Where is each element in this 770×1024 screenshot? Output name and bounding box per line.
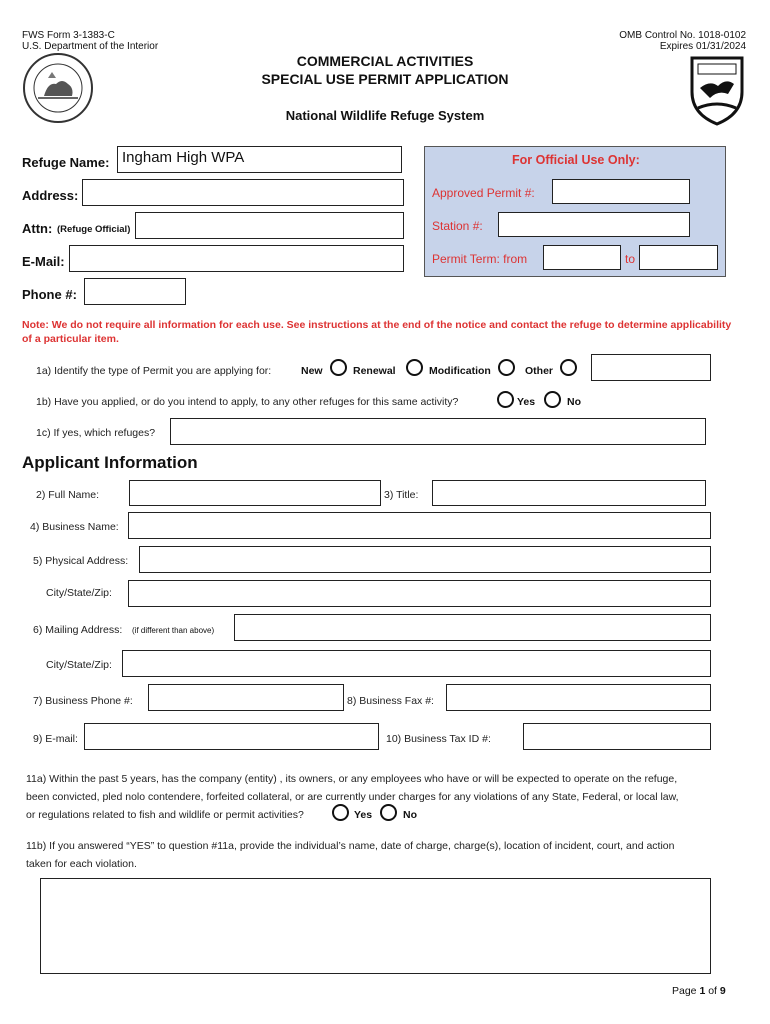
business-phone-input[interactable] bbox=[148, 684, 344, 711]
radio-new[interactable] bbox=[330, 359, 347, 376]
radio-11a-yes[interactable] bbox=[332, 804, 349, 821]
permit-term-from-label: Permit Term: from bbox=[432, 252, 528, 266]
city-state-zip-2-label: City/State/Zip: bbox=[46, 659, 112, 671]
radio-11a-no[interactable] bbox=[380, 804, 397, 821]
title-line-1: COMMERCIAL ACTIVITIES bbox=[296, 53, 474, 69]
full-name-label: 2) Full Name: bbox=[36, 489, 100, 501]
radio-1b-no[interactable] bbox=[544, 391, 561, 408]
opt-renewal-label: Renewal bbox=[353, 365, 396, 377]
page-number: 1 bbox=[699, 985, 706, 997]
phone-label: Phone #: bbox=[22, 287, 77, 302]
q11a-line-1: 11a) Within the past 5 years, has the company (entity) , its owners, or any employees who have or will be expected to operate on the refuge, bbox=[26, 773, 678, 785]
refuge-name-input[interactable] bbox=[117, 146, 402, 173]
email-2-label: 9) E-mail: bbox=[33, 733, 78, 745]
physical-address-label: 5) Physical Address: bbox=[33, 555, 129, 567]
omb-control: OMB Control No. 1018-0102 bbox=[619, 30, 746, 41]
full-name-input[interactable] bbox=[129, 480, 381, 506]
refuge-name-label: Refuge Name: bbox=[22, 155, 110, 170]
q11a-yes-label: Yes bbox=[354, 809, 373, 821]
other-permit-input[interactable] bbox=[591, 354, 711, 381]
title-input[interactable] bbox=[432, 480, 706, 506]
city-state-zip-input[interactable] bbox=[128, 580, 711, 607]
applicant-heading: Applicant Information bbox=[22, 453, 198, 472]
permit-term-from-input[interactable] bbox=[543, 245, 621, 270]
department: U.S. Department of the Interior bbox=[22, 41, 159, 52]
attn-label: Attn: bbox=[22, 221, 53, 236]
business-phone-label: 7) Business Phone #: bbox=[33, 695, 133, 707]
radio-other[interactable] bbox=[560, 359, 577, 376]
mailing-address-input[interactable] bbox=[234, 614, 711, 641]
which-refuges-input[interactable] bbox=[170, 418, 706, 445]
attn-input[interactable] bbox=[135, 212, 404, 239]
email-input[interactable] bbox=[69, 245, 404, 272]
permit-term-to-input[interactable] bbox=[639, 245, 718, 270]
q11a-no-label: No bbox=[403, 809, 417, 821]
q1b-yes-label: Yes bbox=[517, 396, 536, 408]
mailing-address-label: 6) Mailing Address: bbox=[33, 624, 123, 636]
page-prefix: Page bbox=[672, 985, 697, 997]
address-label: Address: bbox=[22, 188, 79, 203]
radio-modification[interactable] bbox=[498, 359, 515, 376]
station-input[interactable] bbox=[498, 212, 690, 237]
permit-term-to-label: to bbox=[625, 252, 636, 266]
tax-id-input[interactable] bbox=[523, 723, 711, 750]
business-fax-label: 8) Business Fax #: bbox=[347, 695, 434, 707]
violations-textarea[interactable] bbox=[40, 878, 711, 974]
physical-address-input[interactable] bbox=[139, 546, 711, 573]
city-state-zip-label: City/State/Zip: bbox=[46, 587, 112, 599]
q1c-label: 1c) If yes, which refuges? bbox=[36, 427, 156, 439]
radio-1b-yes[interactable] bbox=[497, 391, 514, 408]
business-fax-input[interactable] bbox=[446, 684, 711, 711]
q1b-label: 1b) Have you applied, or do you intend to apply, to any other refuges for this same activity? bbox=[36, 396, 459, 408]
expires: Expires 01/31/2024 bbox=[659, 41, 746, 52]
subtitle: National Wildlife Refuge System bbox=[285, 108, 485, 123]
page-of: of bbox=[708, 985, 717, 997]
q11b-line-2: taken for each violation. bbox=[26, 858, 137, 870]
q11a-line-3: or regulations related to fish and wildlife or permit activities? bbox=[26, 809, 304, 821]
q1b-no-label: No bbox=[567, 396, 581, 408]
station-label: Station #: bbox=[432, 219, 483, 233]
q1a-label: 1a) Identify the type of Permit you are applying for: bbox=[36, 365, 272, 377]
q11a-line-2: been convicted, pled nolo contendere, forfeited collateral, or are currently under charges for any violations of any State, Federal, or local law, bbox=[26, 791, 679, 803]
business-email-input[interactable] bbox=[84, 723, 379, 750]
note-text: Note: We do not require all information for each use. See instructions at the end of the notice and contact the refuge to determine applicability of a particular item. bbox=[22, 319, 732, 345]
email-label: E-Mail: bbox=[22, 254, 65, 269]
form-number: FWS Form 3-1383-C bbox=[22, 30, 115, 41]
opt-modification-label: Modification bbox=[429, 365, 491, 377]
q11b-line-1: 11b) If you answered “YES” to question #11a, provide the individual’s name, date of charge, charge(s), location of incident, court, and action bbox=[26, 840, 675, 852]
official-use-title: For Official Use Only: bbox=[512, 153, 640, 167]
title-line-2: SPECIAL USE PERMIT APPLICATION bbox=[261, 71, 509, 87]
approved-permit-input[interactable] bbox=[552, 179, 690, 204]
city-state-zip-2-input[interactable] bbox=[122, 650, 711, 677]
fws-shield-logo bbox=[688, 54, 746, 126]
address-input[interactable] bbox=[82, 179, 404, 206]
phone-input[interactable] bbox=[84, 278, 186, 305]
attn-note: (Refuge Official) bbox=[57, 224, 131, 235]
tax-id-label: 10) Business Tax ID #: bbox=[386, 733, 491, 745]
doi-seal-logo bbox=[22, 52, 94, 124]
business-name-label: 4) Business Name: bbox=[30, 521, 119, 533]
mailing-note: (if different than above) bbox=[132, 626, 215, 635]
radio-renewal[interactable] bbox=[406, 359, 423, 376]
page-total: 9 bbox=[719, 985, 726, 997]
page-indicator bbox=[672, 985, 726, 997]
title-label: 3) Title: bbox=[384, 489, 419, 501]
business-name-input[interactable] bbox=[128, 512, 711, 539]
opt-new-label: New bbox=[301, 365, 323, 377]
approved-permit-label: Approved Permit #: bbox=[432, 186, 535, 200]
refuge-name-value: Ingham High WPA bbox=[122, 149, 245, 166]
opt-other-label: Other bbox=[525, 365, 554, 377]
